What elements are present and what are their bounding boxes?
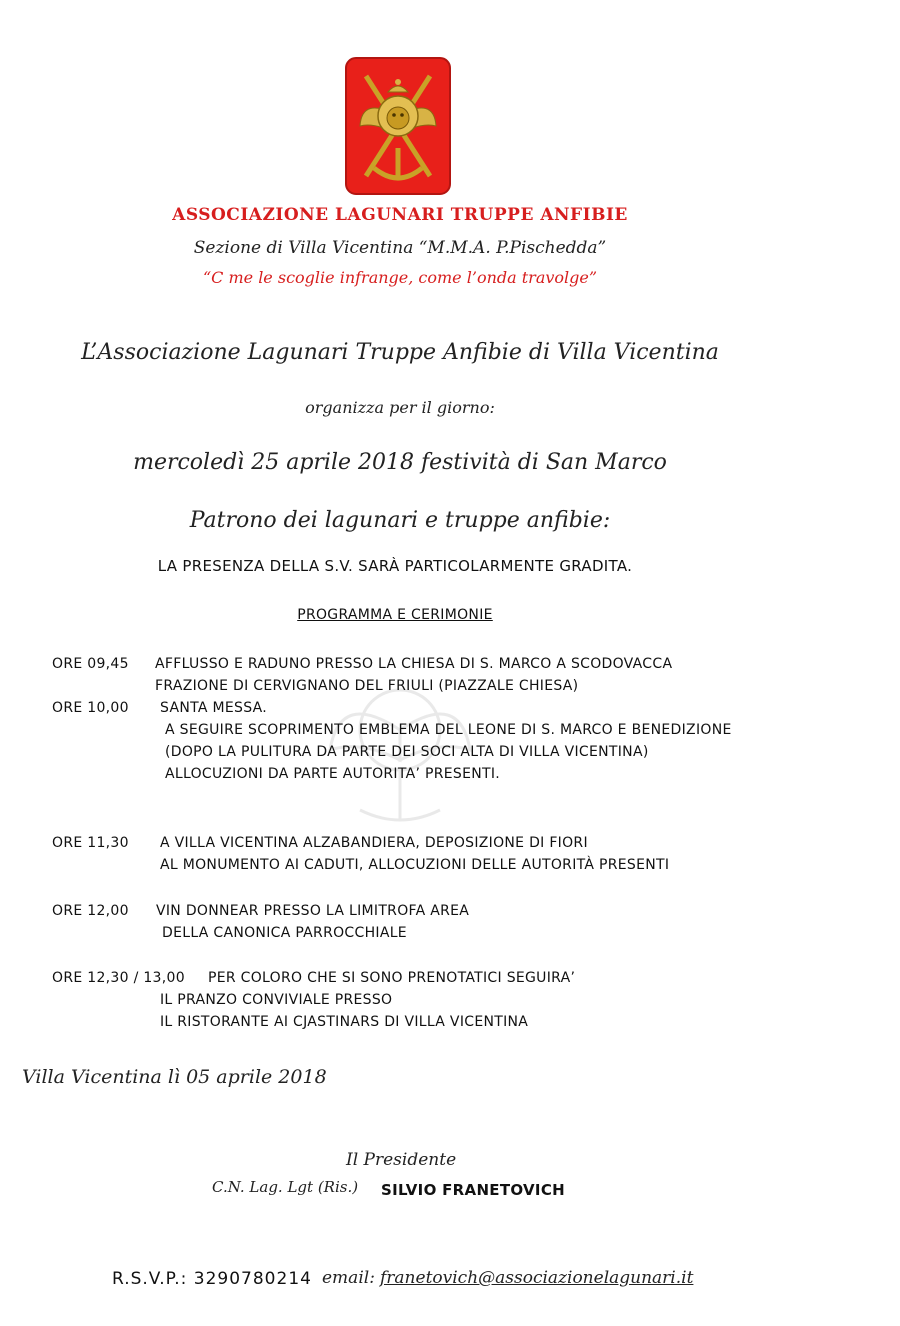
president-name: SILVIO FRANETOVICH xyxy=(381,1181,565,1199)
presence-note: LA PRESENZA DELLA S.V. SARÀ PARTICOLARMENTE GRADITA. xyxy=(157,557,633,575)
place-date: Villa Vicentina lì 05 aprile 2018 xyxy=(22,1066,327,1088)
schedule-line: IL PRANZO CONVIVIALE PRESSO xyxy=(160,992,393,1008)
schedule-line: ALLOCUZIONI DA PARTE AUTORITA’ PRESENTI. xyxy=(165,766,501,782)
schedule-time: ORE 12,00 xyxy=(52,903,129,919)
schedule-time: ORE 12,30 / 13,00 xyxy=(52,970,185,986)
schedule-line: AL MONUMENTO AI CADUTI, ALLOCUZIONI DELLE AUTORITÀ PRESENTI xyxy=(160,857,670,873)
schedule-line: IL RISTORANTE AI CJASTINARS DI VILLA VICENTINA xyxy=(160,1014,529,1030)
program-title: PROGRAMMA E CERIMONIE xyxy=(297,607,493,623)
president-label: Il Presidente xyxy=(346,1150,457,1170)
event-date: mercoledì 25 aprile 2018 festività di San Marco xyxy=(133,450,667,475)
schedule-line: AFFLUSSO E RADUNO PRESSO LA CHIESA DI S. MARCO A SCODOVACCA xyxy=(155,656,673,672)
schedule-line: A SEGUIRE SCOPRIMENTO EMBLEMA DEL LEONE DI S. MARCO E BENEDIZIONE xyxy=(165,722,732,738)
patrono-text: Patrono dei lagunari e truppe anfibie: xyxy=(189,508,611,533)
president-rank: C.N. Lag. Lgt (Ris.) xyxy=(212,1178,359,1196)
intro-text: L’Associazione Lagunari Truppe Anfibie di Villa Vicentina xyxy=(81,340,719,365)
schedule-line: PER COLORO CHE SI SONO PRENOTATICI SEGUIRA’ xyxy=(208,970,576,986)
schedule-line: VIN DONNEAR PRESSO LA LIMITROFA AREA xyxy=(156,903,470,919)
section-name: Sezione di Villa Vicentina “M.M.A. P.Pischedda” xyxy=(193,238,607,258)
motto: “C me le scoglie infrange, come l’onda travolge” xyxy=(202,268,598,287)
rsvp-phone: R.S.V.P.: 3290780214 xyxy=(112,1269,312,1289)
schedule-line: FRAZIONE DI CERVIGNANO DEL FRIULI (PIAZZALE CHIESA) xyxy=(155,678,579,694)
organizza-text: organizza per il giorno: xyxy=(305,398,495,417)
schedule-line: SANTA MESSA. xyxy=(160,700,268,716)
schedule-line: (DOPO LA PULITURA DA PARTE DEI SOCI ALTA DI VILLA VICENTINA) xyxy=(165,744,649,760)
lagunari-lion-emblem-icon xyxy=(344,56,452,196)
organization-name: ASSOCIAZIONE LAGUNARI TRUPPE ANFIBIE xyxy=(172,205,628,225)
schedule-time: ORE 10,00 xyxy=(52,700,129,716)
email-label: email: xyxy=(322,1268,375,1288)
schedule-time: ORE 11,30 xyxy=(52,835,129,851)
schedule-line: DELLA CANONICA PARROCCHIALE xyxy=(162,925,407,941)
schedule-time: ORE 09,45 xyxy=(52,656,129,672)
schedule-line: A VILLA VICENTINA ALZABANDIERA, DEPOSIZIONE DI FIORI xyxy=(160,835,588,851)
email-link[interactable]: franetovich@associazionelagunari.it xyxy=(380,1268,694,1288)
